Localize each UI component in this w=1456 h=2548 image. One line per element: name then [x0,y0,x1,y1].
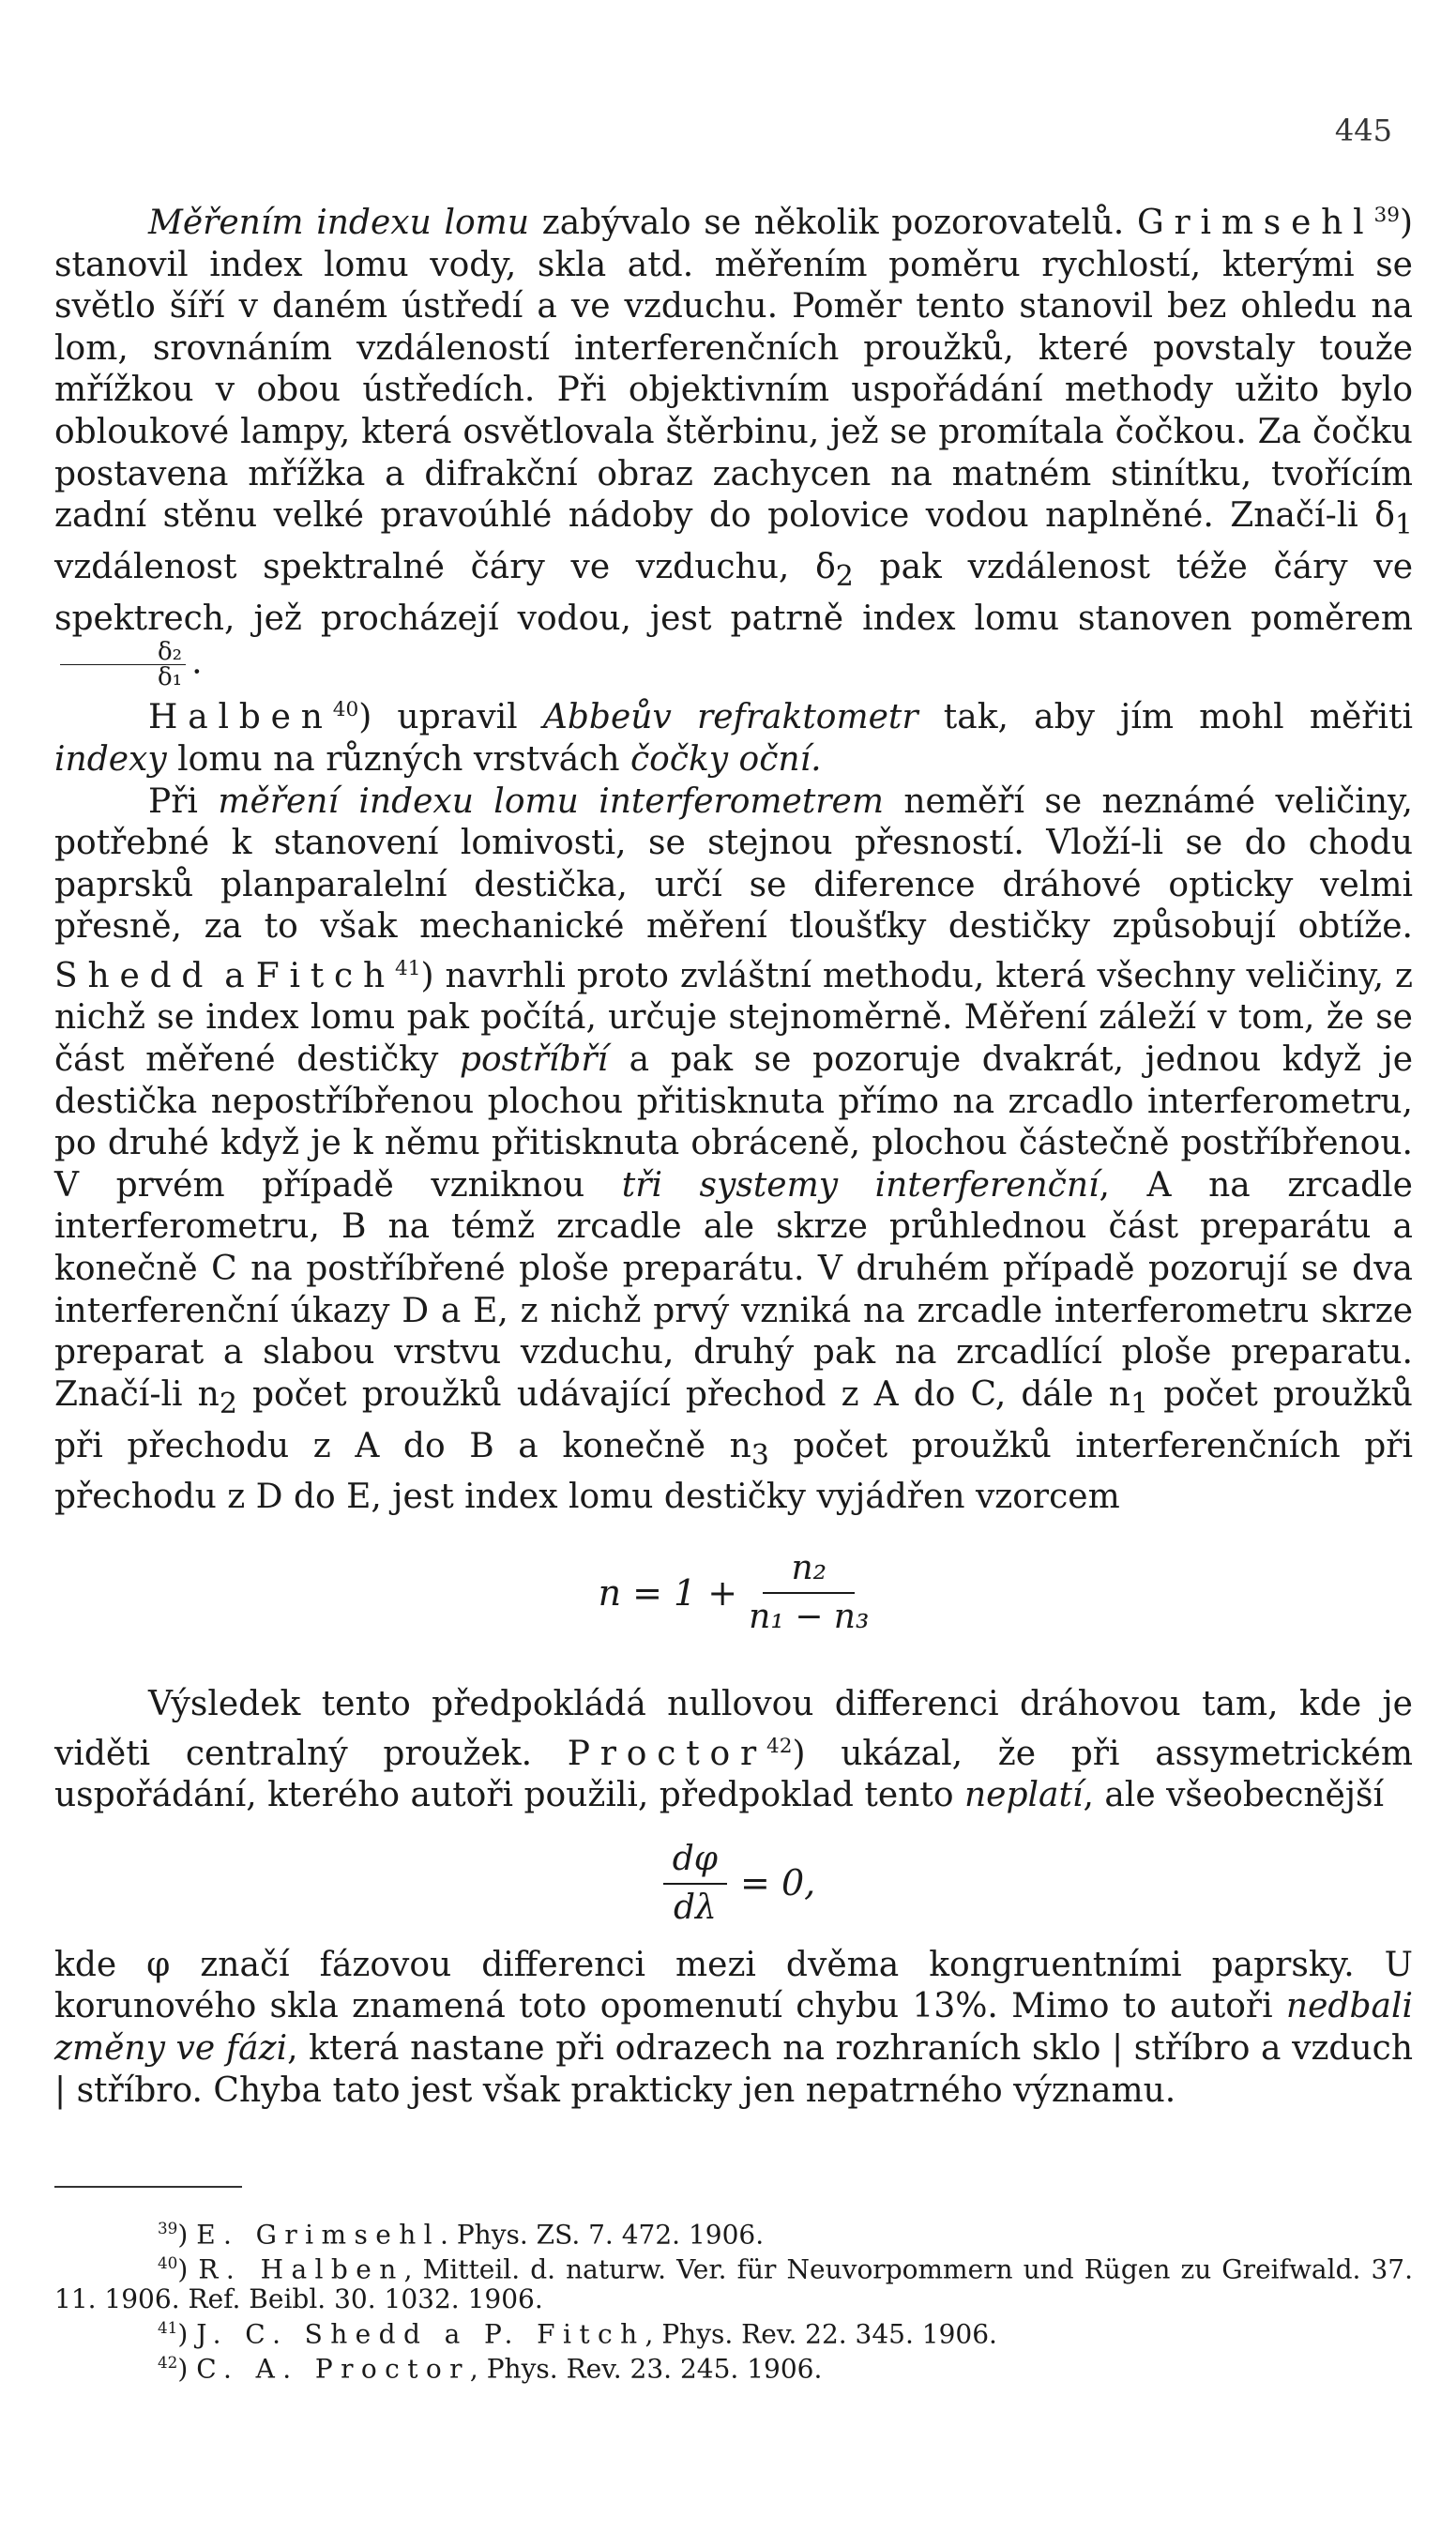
footnote-ref: 39 [1373,204,1400,227]
paragraph-interferometer: Při měření indexu lomu interferometrem neměří se neznámé veličiny, potřebné k stanovení lomivosti, se stejnou přesností. Vloží-li se do chodu paprsků planparalelní destička, určí se diference dráhové opticky velmi přesně, za to však mechanické měření tloušťky destičky způsobují obtíže. Shedd a Fitch$^{41}$) navrhli proto zvláštní methodu, která všechny veličiny, z nichž se index lomu pak počítá, určuje stejnoměrně. Měření záleží v tom, že se část měřené destičky postříbří a pak se pozoruje dvakrát, jednou když je destička nepostříbřenou plochou přitisknuta přímo na zrcadlo interferometru, po druhé když je k němu přitisknuta obráceně, plochou částečně postříbřenou. V prvém případě vzniknou tři systemy interferenční, A na zrcadle interferometru, B na témž zrcadle ale skrze průhlednou část preparátu a konečně C na postříbřené ploše preparátu. V druhém případě pozorují se dva interferenční úkazy D a E, z nichž prvý vzniká na zrcadle interferometru skrze preparat a slabou vrstvu vzduchu, druhý pak na zrcadlící ploše preparatu. Značí-li $n_2$ počet proužků udávající přechod z A do C, dále $n_1$ počet proužků při přechodu z A do B a konečně $n_3$ počet proužků interferenčních při přechodu z D do E, jest index lomu destičky vyjádřen vzorcem [54,781,1414,1517]
author-name: Shedd [54,956,214,995]
footnotes [54,2214,1413,2383]
paragraph-halben: Halben$^{40}$) upravil Abbeův refraktometr tak, aby jím mohl měřiti indexy lomu na různých vrstvách čočky oční. [54,698,1413,779]
author-name: Grimsehl [1136,204,1374,242]
footnote-ref: 40 [332,698,359,722]
formula-lhs: n = 1 + [598,1571,738,1614]
formula-refractive-index [54,1545,1413,1658]
delta-ratio: $\frac{\text{δ₂}}{\text{δ₁}}$ [60,640,186,690]
footnote-42: $^{42}$) C. A. Proctor, Phys. Rev. 23. 245. 1906. [158,2352,823,2385]
paragraph-grimsehl: Měřením indexu lomu zabývalo se několik pozorovatelů. Grimsehl$^{39}$) stanovil index lomu vody, skla atd. měřením poměru rychlostí, kterými se světlo šíří v daném ústředí a ve vzduchu. Poměr tento stanovil bez ohledu na lom, srovnáním vzdáleností interferenčních proužků, které povstaly touže mřížkou v obou ústředích. Při objektivním uspořádání methody užito bylo obloukové lampy, která osvětlovala štěrbinu, jež se promítala čočkou. Za čočku postavena mřížka a difrakční obraz zachycen na matném stinítku, tvořícím zadní stěnu velké pravoúhlé nádoby do polovice vodou naplněné. Značí-li $\delta_1$ vzdálenost spektralné čáry ve vzduchu, $\delta_2$ pak vzdálenost téže čáry ve spektrech, jež procházejí vodou, jest patrně index lomu stanoven poměrem $\frac{\text{δ₂}}{\text{δ₁}}$ . [54,204,1414,692]
formula-phase-derivative: $\frac{d\varphi}{d\lambda}$ = 0, [54,1836,1413,1932]
footnote-40: $^{40}$) R. Halben, Mitteil. d. naturw. Ver. für Neuvorpommern und Rügen zu Greifwald. 37. 11. 1906. Ref. Beibl. 30. 1032. 1906. [54,2253,1414,2314]
footnote-divider [54,2186,242,2188]
footnote-ref: 42 [766,1734,793,1758]
paragraph-phase: kde φ značí fázovou differenci mezi dvěma kongruentními paprsky. U korunového skla znamená toto opomenutí chybu 13%. Mimo to autoři nedbali změny ve fázi, která nastane při odrazech na rozhraních sklo | stříbro a vzduch | stříbro. Chyba tato jest však prakticky jen nepatrného významu. [54,1945,1414,2110]
author-name: Halben [148,698,333,737]
footnote-ref: 41 [395,956,421,980]
italic-term: Měřením indexu lomu [148,204,530,242]
footnote-39: $^{39}$) E. Grimsehl. Phys. ZS. 7. 472. 1906. [158,2219,765,2251]
page-number: 445 [1334,113,1392,148]
body-text [54,195,1413,2112]
paragraph-proctor: Výsledek tento předpokládá nullovou differenci dráhovou tam, kde je viděti centralný proužek. Proctor$^{42}$) ukázal, že při assymetrickém uspořádání, kterého autoři použili, předpoklad tento neplatí, ale všeobecnější [54,1684,1414,1815]
formula-fraction: $\frac{\text{n₂}}{\text{n₁ − n₃}}$ [749,1545,869,1641]
author-name: Fitch [255,956,395,995]
author-name: Proctor [567,1734,766,1773]
footnote-41: $^{41}$) J. C. Shedd a P. Fitch, Phys. Rev. 22. 345. 1906. [158,2317,997,2349]
formula-fraction: $\frac{d\varphi}{d\lambda}$ [663,1836,727,1932]
